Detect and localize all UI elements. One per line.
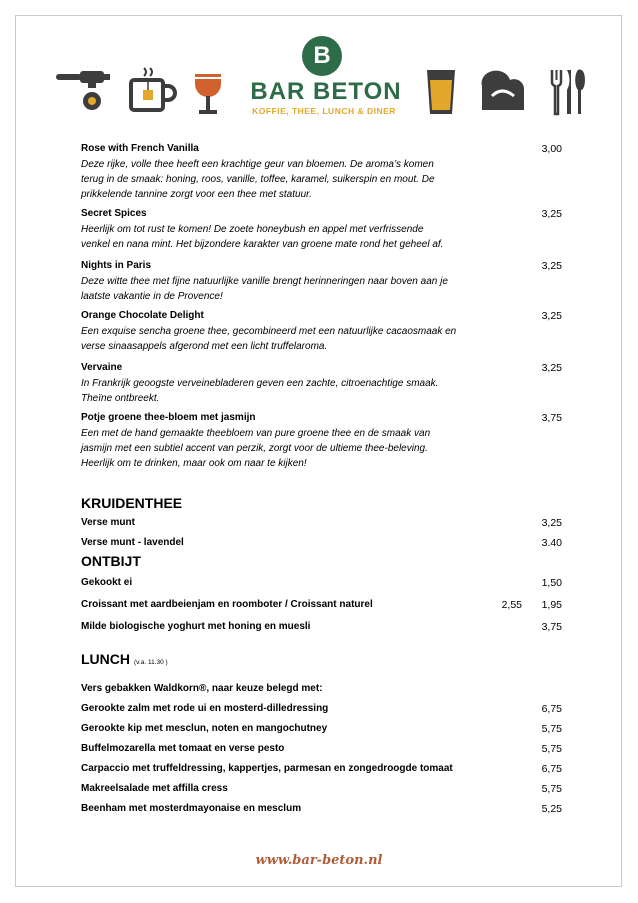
bread-icon	[478, 70, 528, 114]
menu-content	[81, 141, 564, 817]
item-description: Heerlijk om tot rust te komen! De zoete honeybush en appel met verfrissende venkel en nana mint. Het bijzondere karakter van groene mate rond het geheel af.	[81, 224, 444, 250]
item-price-alt: 2,55	[501, 599, 522, 611]
menu-item	[81, 575, 564, 591]
item-price: 5,25	[541, 803, 562, 815]
item-price: 1,50	[541, 577, 562, 589]
item-price: 3,00	[541, 143, 562, 155]
menu-item	[81, 258, 564, 304]
brand-name: BAR BETON	[250, 78, 402, 105]
menu-item	[81, 410, 564, 471]
lunch-time-note: (v.a. 11.30 )	[134, 659, 168, 666]
cutlery-icon	[548, 68, 590, 116]
item-price: 3,25	[541, 310, 562, 322]
item-price: 3,25	[541, 362, 562, 374]
item-name: Secret Spices	[81, 208, 147, 219]
item-price: 3,25	[541, 260, 562, 272]
item-name: Beenham met mosterdmayonaise en mesclum	[81, 803, 302, 814]
menu-item	[81, 515, 564, 531]
menu-item	[81, 781, 564, 797]
item-price: 6,75	[541, 703, 562, 715]
item-price: 1,95	[541, 599, 562, 611]
tea-cup-icon	[126, 66, 178, 116]
beer-glass-icon	[424, 68, 458, 116]
menu-item	[81, 308, 564, 354]
item-description: Deze rijke, volle thee heeft een krachtige geur van bloemen. De aroma’s komen terug in de smaak: honing, roos, vanille, toffee, karamel, suikerspin en mout. De prikkelende tannine zorgt voor een thee met statuur.	[81, 159, 435, 200]
brand-badge: B	[302, 36, 342, 76]
item-name: Orange Chocolate Delight	[81, 310, 204, 321]
brand-tagline: KOFFIE, THEE, LUNCH & DINER	[252, 106, 396, 116]
item-name: Vervaine	[81, 362, 123, 373]
item-name: Potje groene thee-bloem met jasmijn	[81, 412, 256, 423]
item-price: 3.40	[541, 537, 562, 549]
item-price: 5,75	[541, 743, 562, 755]
item-name: Makreelsalade met affilla cress	[81, 783, 228, 794]
footer-url: www.bar-beton.nl	[255, 853, 383, 868]
wine-glass-icon	[192, 72, 224, 116]
item-price: 3,25	[541, 208, 562, 220]
item-description: Een exquise sencha groene thee, gecombineerd met een natuurlijke cacaosmaak en verse sinaasappels afgerond met een licht truffelaroma.	[81, 326, 457, 352]
item-price: 3,75	[541, 412, 562, 424]
section-title-kruidenthee: KRUIDENTHEE	[81, 495, 183, 511]
menu-item	[81, 535, 564, 551]
item-name: Gerookte kip met mesclun, noten en mangochutney	[81, 723, 328, 734]
item-price: 3,25	[541, 517, 562, 529]
item-price: 3,75	[541, 621, 562, 633]
menu-item	[81, 141, 564, 202]
header	[0, 28, 638, 120]
item-name: Carpaccio met truffeldressing, kappertjes, parmesan en zongedroogde tomaat	[81, 763, 453, 774]
menu-item	[81, 761, 564, 777]
menu-item	[81, 206, 564, 252]
item-name: Verse munt	[81, 517, 135, 528]
item-description: Deze witte thee met fijne natuurlijke vanille brengt herinneringen naar boven aan je laatste vakantie in de Provence!	[81, 276, 448, 302]
item-name: Croissant met aardbeienjam en roomboter / Croissant naturel	[81, 599, 373, 610]
menu-item	[81, 619, 564, 635]
menu-item	[81, 360, 564, 406]
section-title-ontbijt: ONTBIJT	[81, 553, 141, 569]
item-description: In Frankrijk geoogste verveinebladeren geven een zachte, citroenachtige smaak. Theïne ontbreekt.	[81, 378, 439, 404]
item-name: Rose with French Vanilla	[81, 143, 199, 154]
menu-item	[81, 741, 564, 757]
item-name: Gerookte zalm met rode ui en mosterd-dilledressing	[81, 703, 329, 714]
item-description: Een met de hand gemaakte theebloem van pure groene thee en de smaak van jasmijn met een subtiel accent van perzik, zorgt voor de ultieme thee-beleving. Heerlijk om te drinken, maar ook om naar te kijken!	[81, 428, 431, 469]
section-title-lunch: LUNCH (v.a. 11.30 )	[81, 651, 168, 667]
item-name: Buffelmozarella met tomaat en verse pesto	[81, 743, 285, 754]
item-name: Verse munt - lavendel	[81, 537, 184, 548]
lunch-intro: Vers gebakken Waldkorn®, naar keuze belegd met:	[81, 683, 323, 694]
item-name: Gekookt ei	[81, 577, 133, 588]
item-price: 5,75	[541, 723, 562, 735]
item-name: Milde biologische yoghurt met honing en muesli	[81, 621, 311, 632]
menu-item	[81, 721, 564, 737]
espresso-machine-icon	[52, 68, 118, 112]
item-price: 6,75	[541, 763, 562, 775]
item-price: 5,75	[541, 783, 562, 795]
item-name: Nights in Paris	[81, 260, 152, 271]
menu-item	[81, 701, 564, 717]
menu-item	[81, 597, 564, 613]
menu-item	[81, 801, 564, 817]
